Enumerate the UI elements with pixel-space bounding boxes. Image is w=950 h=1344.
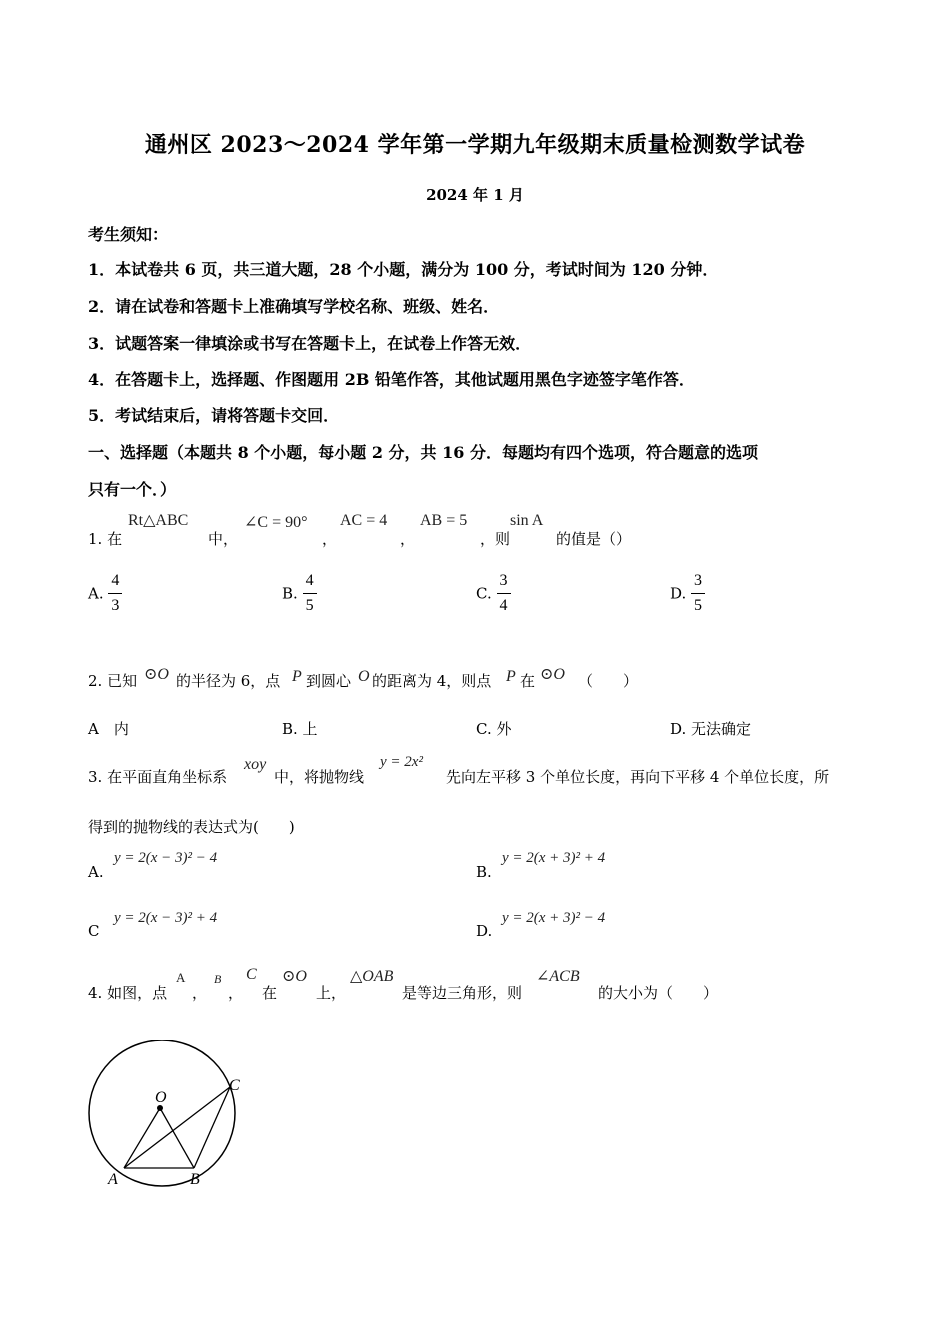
q1-option-b: B. $\frac{4}{5}$ — [282, 572, 317, 615]
q1-option-a: A. $\frac{4}{3}$ — [88, 572, 122, 615]
q4-text: 是等边三角形，则 — [402, 984, 523, 1002]
q2-text: （ ） — [578, 672, 639, 690]
q3-option-d: y = 2(x + 3)² − 4 — [502, 910, 606, 926]
label-o: O — [155, 1089, 167, 1106]
q2-math: P — [292, 668, 302, 685]
q3-math: y = 2x² — [380, 754, 423, 770]
q3-text: 3. 在平面直角坐标系 — [88, 768, 228, 786]
q1-text: 的值是（） — [556, 530, 632, 548]
segment-ob — [160, 1108, 194, 1168]
notice-heading: 考生须知： — [88, 225, 169, 244]
q4-math: C — [246, 966, 257, 983]
q2-math: ⊙O — [540, 666, 565, 683]
q3-option-b-label: B. — [476, 863, 492, 881]
section-heading-cont: 只有一个．） — [88, 480, 177, 499]
q4-math: ⊙O — [282, 968, 307, 985]
q2-math: ⊙O — [144, 666, 169, 683]
q1-text: 1. 在 — [88, 530, 123, 548]
segment-oa — [124, 1108, 160, 1168]
q1-text: ， — [322, 530, 338, 548]
q4-math: △OAB — [350, 968, 394, 985]
q2-text: 的距离为 4，则点 — [372, 672, 492, 690]
q1-option-d: D. $\frac{3}{5}$ — [670, 572, 705, 615]
notice-item: 4．在答题卡上，选择题、作图题用 2B 铅笔作答，其他试题用黑色字迹签字笔作答． — [88, 370, 695, 389]
label-b: B — [190, 1171, 200, 1188]
q2-math: P — [506, 668, 516, 685]
q2-option-d: D. 无法确定 — [670, 720, 752, 738]
q3-text: 先向左平移 3 个单位长度，再向下平移 4 个单位长度，所 — [446, 768, 830, 786]
section-heading: 一、选择题（本题共 8 个小题，每小题 2 分，共 16 分．每题均有四个选项，符合题意的选项 — [88, 443, 758, 462]
q3-option-a: y = 2(x − 3)² − 4 — [114, 850, 218, 866]
q3-math: xoy — [244, 756, 267, 773]
q3-option-c-label: C — [88, 922, 100, 940]
q1-math: AC = 4 — [340, 512, 388, 529]
q4-text: ， — [228, 984, 244, 1002]
notice-item: 3．试题答案一律填涂或书写在答题卡上，在试卷上作答无效． — [88, 334, 532, 353]
segment-bc — [194, 1087, 230, 1168]
q3-option-d-label: D. — [476, 922, 493, 940]
q3-option-c: y = 2(x − 3)² + 4 — [114, 910, 218, 926]
q2-option-a: A 内 — [88, 720, 129, 738]
q3-option-a-label: A. — [88, 863, 104, 881]
q4-text: 在 — [262, 984, 278, 1002]
page-title: 通州区 2023～2024 学年第一学期九年级期末质量检测数学试卷 — [144, 132, 806, 158]
q2-text: 到圆心 — [306, 672, 352, 690]
q4-math: B — [214, 972, 222, 986]
q2-math: O — [358, 668, 370, 685]
circle-o — [89, 1040, 235, 1186]
q1-math: sin A — [510, 512, 544, 529]
notice-item: 2．请在试卷和答题卡上准确填写学校名称、班级、姓名． — [88, 297, 500, 316]
q1-math: Rt△ABC — [128, 512, 189, 529]
notice-item: 1．本试卷共 6 页，共三道大题，28 个小题，满分为 100 分，考试时间为 120 分钟． — [88, 260, 719, 279]
q4-math: A — [176, 970, 186, 985]
label-c: C — [229, 1077, 240, 1094]
q4-text: 上， — [316, 984, 347, 1002]
q3-text: 中，将抛物线 — [274, 768, 365, 786]
q2-text: 的半径为 6，点 — [176, 672, 281, 690]
q2-option-b: B. 上 — [282, 720, 318, 738]
q3-text: 得到的抛物线的表达式为( ) — [88, 818, 295, 836]
q3-option-b: y = 2(x + 3)² + 4 — [502, 850, 606, 866]
q2-text: 在 — [520, 672, 536, 690]
exam-date: 2024 年 1 月 — [426, 186, 524, 204]
q1-math: ∠C = 90° — [244, 514, 308, 531]
circle-figure — [80, 1040, 260, 1200]
q2-text: 2. 已知 — [88, 672, 138, 690]
q1-option-c: C. $\frac{3}{4}$ — [476, 572, 511, 615]
q4-text: 的大小为（ ） — [598, 984, 719, 1002]
notice-item: 5．考试结束后，请将答题卡交回． — [88, 406, 340, 425]
q2-option-c: C. 外 — [476, 720, 512, 738]
segment-ac — [124, 1087, 230, 1168]
q4-text: 4. 如图，点 — [88, 984, 168, 1002]
q1-text: 中， — [208, 530, 239, 548]
q1-math: AB = 5 — [420, 512, 468, 529]
q4-text: ， — [192, 984, 208, 1002]
q1-text: ， — [400, 530, 416, 548]
q1-text: ，则 — [480, 530, 511, 548]
q4-math: ∠ACB — [536, 968, 580, 985]
label-a: A — [108, 1171, 118, 1188]
